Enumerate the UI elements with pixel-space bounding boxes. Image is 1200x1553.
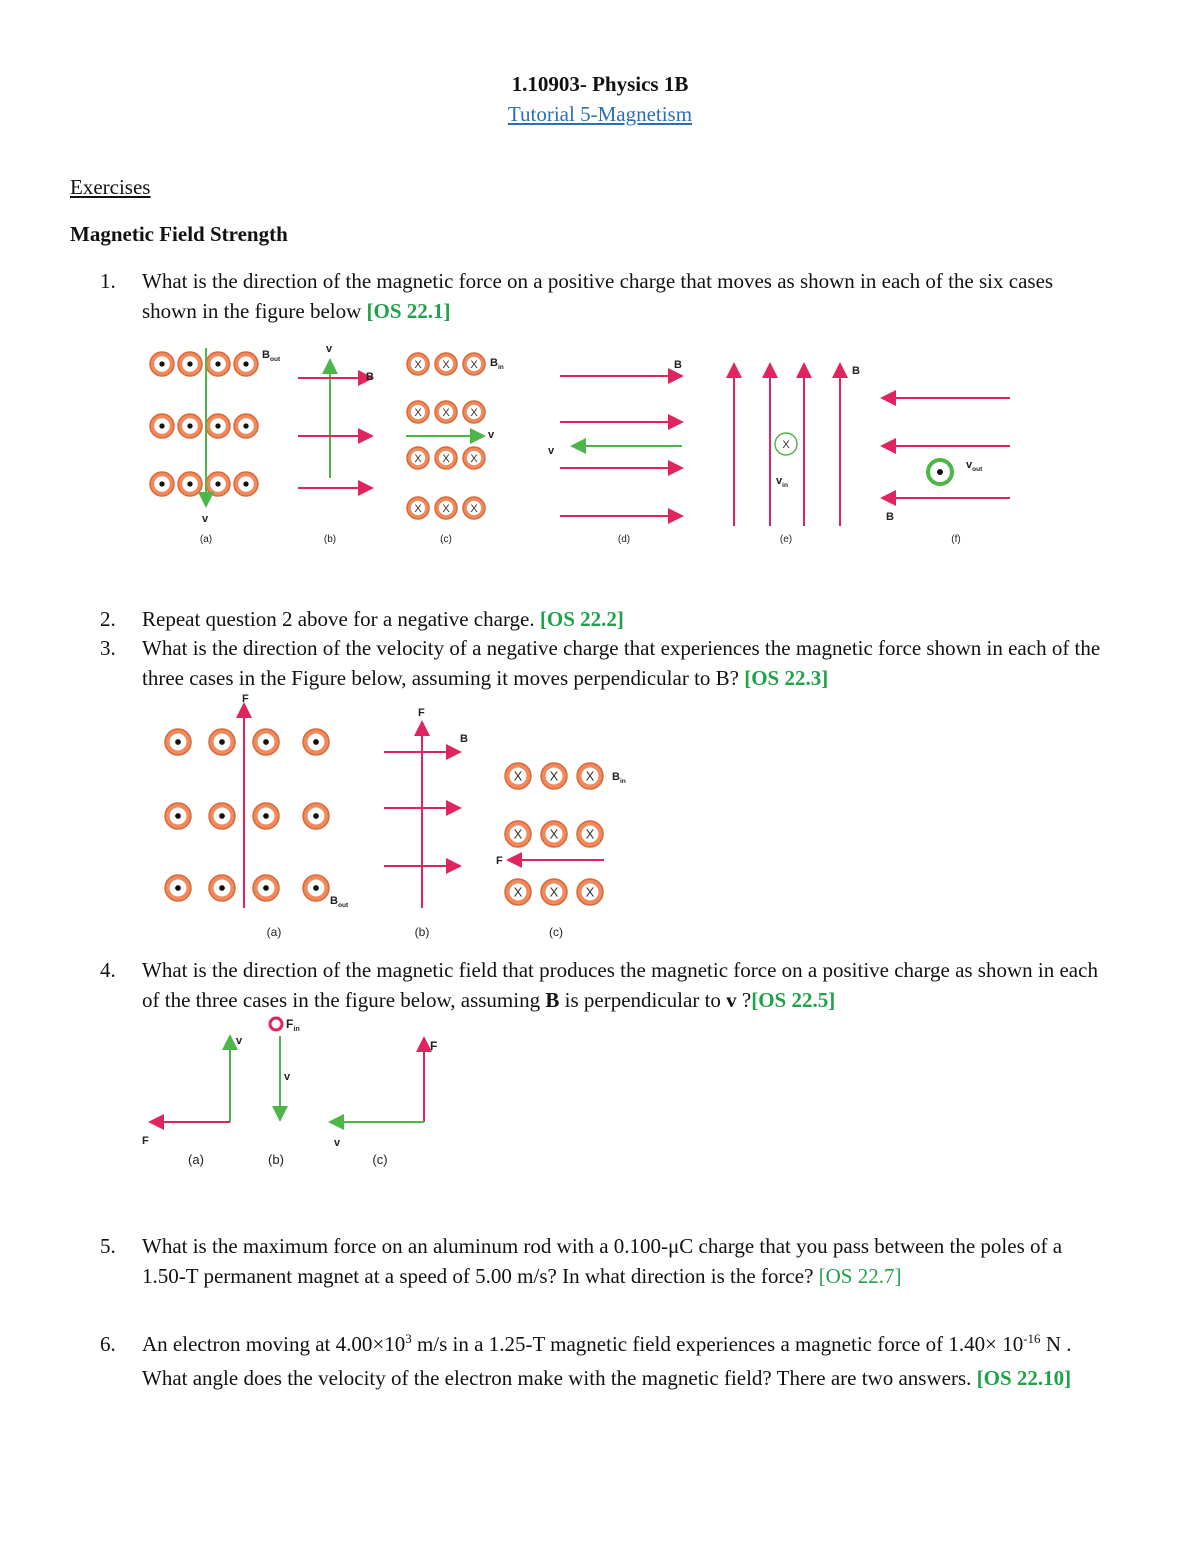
charge-out-of-page — [253, 729, 279, 755]
x-symbol: X — [442, 502, 450, 515]
dot-symbol — [263, 885, 269, 891]
charge-out-of-page — [234, 352, 258, 376]
vector-b: B — [545, 988, 560, 1012]
dot-symbol — [215, 423, 220, 428]
charge-into-page — [407, 353, 429, 375]
question-text-end: ? — [736, 988, 752, 1012]
charge-into-page — [435, 497, 457, 519]
figure-2-content — [165, 693, 626, 939]
charge-into-page — [541, 879, 567, 905]
x-symbol: X — [414, 452, 422, 465]
charge-into-page — [577, 763, 603, 789]
x-symbol: X — [442, 452, 450, 465]
exponent: -16 — [1023, 1331, 1041, 1346]
question-reference: [OS 22.3] — [744, 666, 829, 690]
charge-into-page — [463, 353, 485, 375]
charge-into-page — [541, 763, 567, 789]
b-label: B — [852, 365, 860, 377]
x-symbol: X — [782, 438, 790, 451]
v-out-label: $v_{out}$ — [966, 459, 983, 473]
x-symbol: X — [442, 406, 450, 419]
charge-into-page — [775, 433, 797, 455]
charge-into-page — [505, 821, 531, 847]
x-symbol: X — [414, 358, 422, 371]
charge-out-of-page — [209, 729, 235, 755]
question-number: 1. — [100, 269, 116, 293]
charge-into-page — [463, 447, 485, 469]
question-text-cont: m/s in a 1.25-T magnetic field experiences a magnetic force of 1.40× 10 — [411, 1332, 1024, 1356]
exponent: 3 — [405, 1331, 412, 1346]
dot-symbol — [219, 813, 225, 819]
panel-label: (a) — [266, 925, 282, 939]
x-symbol: X — [470, 358, 478, 371]
x-symbol: X — [549, 826, 559, 842]
charge-into-page — [435, 353, 457, 375]
panel-label: (a) — [199, 534, 213, 545]
dot-symbol — [215, 361, 220, 366]
question-number: 2. — [100, 607, 116, 631]
dot-symbol — [243, 481, 248, 486]
charge-into-page — [463, 401, 485, 423]
f-in-circle — [270, 1018, 282, 1030]
panel-label: (a) — [188, 1152, 204, 1167]
charge-out-of-page — [165, 803, 191, 829]
charge-out-of-page — [234, 472, 258, 496]
question-reference: [OS 22.1] — [366, 299, 451, 323]
f-in-symbol — [270, 1018, 282, 1030]
dot-symbol — [219, 739, 225, 745]
question-number: 4. — [100, 958, 116, 982]
f-label: F — [142, 1135, 149, 1147]
question-2 — [100, 604, 1110, 634]
figure-2-velocity-cases — [150, 690, 650, 945]
x-symbol: X — [513, 768, 523, 784]
b-in-label: $B_{in}$ — [490, 357, 504, 371]
dot-symbol — [263, 813, 269, 819]
x-symbol: X — [549, 768, 559, 784]
question-number: 3. — [100, 636, 116, 660]
dot-symbol — [175, 813, 181, 819]
question-text-end: N . What angle does the velocity of the electron make with the magnetic field? There are two answers. — [142, 1332, 1072, 1390]
x-symbol: X — [470, 452, 478, 465]
dot-symbol — [159, 423, 164, 428]
v-label: v — [202, 513, 209, 525]
question-4 — [100, 955, 1110, 1015]
b-label: B — [460, 733, 468, 745]
b-label: B — [674, 359, 682, 371]
x-symbol: X — [585, 768, 595, 784]
panel-label: (c) — [372, 1152, 388, 1167]
v-label: v — [284, 1071, 291, 1083]
question-6 — [100, 1327, 1110, 1427]
question-reference: [OS 22.2] — [539, 607, 624, 631]
b-out-label: $B_{out}$ — [330, 895, 349, 909]
dot-symbol — [175, 739, 181, 745]
dot-symbol — [243, 423, 248, 428]
charge-out-of-page — [303, 803, 329, 829]
document-subtitle[interactable] — [0, 102, 1200, 127]
dot-symbol — [159, 361, 164, 366]
charge-out-of-page — [150, 414, 174, 438]
v-label: v — [488, 429, 495, 441]
charge-into-page — [435, 447, 457, 469]
charge-into-page — [407, 401, 429, 423]
charge-out-of-page — [178, 352, 202, 376]
f-label: F — [430, 1039, 438, 1053]
charge-into-page — [463, 497, 485, 519]
x-symbol: X — [549, 884, 559, 900]
x-symbol: X — [414, 406, 422, 419]
section-title: Exercises — [70, 175, 151, 199]
x-symbol: X — [442, 358, 450, 371]
figure-1-content — [150, 343, 1010, 545]
x-symbol: X — [585, 884, 595, 900]
figure-1-magnetic-force-cases — [140, 338, 1020, 553]
dot-symbol — [187, 361, 192, 366]
question-text-cont: is perpendicular to — [559, 988, 727, 1012]
dot-symbol — [243, 361, 248, 366]
question-text: What is the direction of the velocity of a negative charge that experiences the magnetic force shown in each of the three cases in the Figure below, assuming it moves perpendicular to B? — [142, 636, 1101, 690]
dot-symbol — [187, 423, 192, 428]
x-symbol: X — [513, 826, 523, 842]
question-number: 6. — [100, 1332, 116, 1356]
panel-label: (e) — [779, 534, 793, 545]
charge-out-of-page — [165, 729, 191, 755]
subsection-heading: Magnetic Field Strength — [70, 222, 288, 246]
dot-symbol — [313, 885, 319, 891]
v-label: v — [326, 343, 333, 355]
document-title: 1.10903- Physics 1B — [511, 72, 689, 96]
dot-symbol — [313, 813, 319, 819]
v-label: v — [548, 445, 555, 457]
charge-into-page — [577, 879, 603, 905]
b-in-label: $B_{in}$ — [612, 771, 626, 785]
x-symbol: X — [470, 406, 478, 419]
dot-symbol — [215, 481, 220, 486]
v-label: v — [334, 1137, 341, 1149]
figure-3-content — [142, 1017, 437, 1167]
question-text: An electron moving at 4.00×10 — [142, 1332, 406, 1356]
charge-into-page — [435, 401, 457, 423]
charge-out-of-page — [206, 352, 230, 376]
b-label: B — [366, 371, 374, 383]
charge-out-of-page — [206, 414, 230, 438]
f-label: F — [418, 707, 425, 719]
charge-out-of-page — [209, 803, 235, 829]
x-symbol: X — [585, 826, 595, 842]
charge-out-of-page — [178, 472, 202, 496]
panel-label: (d) — [617, 534, 631, 545]
charge-into-page — [577, 821, 603, 847]
charge-out-of-page — [234, 414, 258, 438]
panel-label: (b) — [414, 925, 430, 939]
question-3 — [100, 633, 1110, 693]
f-in-label: $F_{in}$ — [286, 1017, 300, 1033]
panel-label: (b) — [268, 1152, 284, 1167]
panel-label: (c) — [440, 534, 452, 545]
question-1 — [100, 266, 1110, 326]
question-reference: [OS 22.10] — [976, 1366, 1072, 1390]
charge-out-of-page — [178, 414, 202, 438]
dot-symbol — [937, 469, 943, 475]
dot-symbol — [313, 739, 319, 745]
x-symbol: X — [414, 502, 422, 515]
question-number: 5. — [100, 1234, 116, 1258]
x-symbol: X — [513, 884, 523, 900]
v-in-label: $v_{in}$ — [776, 475, 788, 489]
x-symbol: X — [470, 502, 478, 515]
v-label: v — [236, 1035, 243, 1047]
question-text: What is the direction of the magnetic force on a positive charge that moves as shown in each of the six cases shown in the figure below — [142, 269, 1054, 323]
question-text: Repeat question 2 above for a negative charge. — [142, 607, 540, 631]
question-5 — [100, 1231, 1110, 1291]
charge-out-of-page — [165, 875, 191, 901]
charge-into-page — [407, 447, 429, 469]
panel-label: (b) — [323, 534, 337, 545]
charge-into-page — [505, 879, 531, 905]
dot-symbol — [219, 885, 225, 891]
figure-3-field-direction-cases — [130, 1012, 450, 1177]
charge-out-of-page — [253, 803, 279, 829]
dot-symbol — [263, 739, 269, 745]
charge-into-page — [505, 763, 531, 789]
dot-symbol — [159, 481, 164, 486]
vector-v: v — [726, 988, 737, 1012]
panel-label: (c) — [549, 925, 563, 939]
panel-label: (f) — [951, 534, 961, 545]
charge-out-of-page — [303, 875, 329, 901]
charge-out-of-page — [253, 875, 279, 901]
b-label: B — [886, 511, 894, 523]
question-text: What is the direction of the magnetic field that produces the magnetic force on a positive charge as shown in each of the three cases in the figure below, assuming — [142, 958, 1098, 1012]
charge-into-page — [407, 497, 429, 519]
f-label: F — [242, 693, 249, 705]
charge-out-of-page — [206, 472, 230, 496]
question-text: What is the maximum force on an aluminum rod with a 0.100-μC charge that you pass between the poles of a 1.50-T permanent magnet at a speed of 5.00 m/s? In what direction is the force? — [142, 1234, 1063, 1288]
charge-into-page — [541, 821, 567, 847]
dot-symbol — [175, 885, 181, 891]
question-reference: [OS 22.7] — [818, 1264, 902, 1288]
f-label: F — [496, 855, 503, 867]
question-reference: [OS 22.5] — [751, 988, 836, 1012]
charge-out-of-page — [150, 352, 174, 376]
charge-out-of-page — [209, 875, 235, 901]
b-out-label: $B_{out}$ — [262, 349, 281, 363]
charge-out-of-page — [928, 460, 952, 484]
charge-out-of-page — [150, 472, 174, 496]
dot-symbol — [187, 481, 192, 486]
charge-out-of-page — [303, 729, 329, 755]
subtitle-link[interactable]: Tutorial 5-Magnetism — [507, 102, 693, 126]
